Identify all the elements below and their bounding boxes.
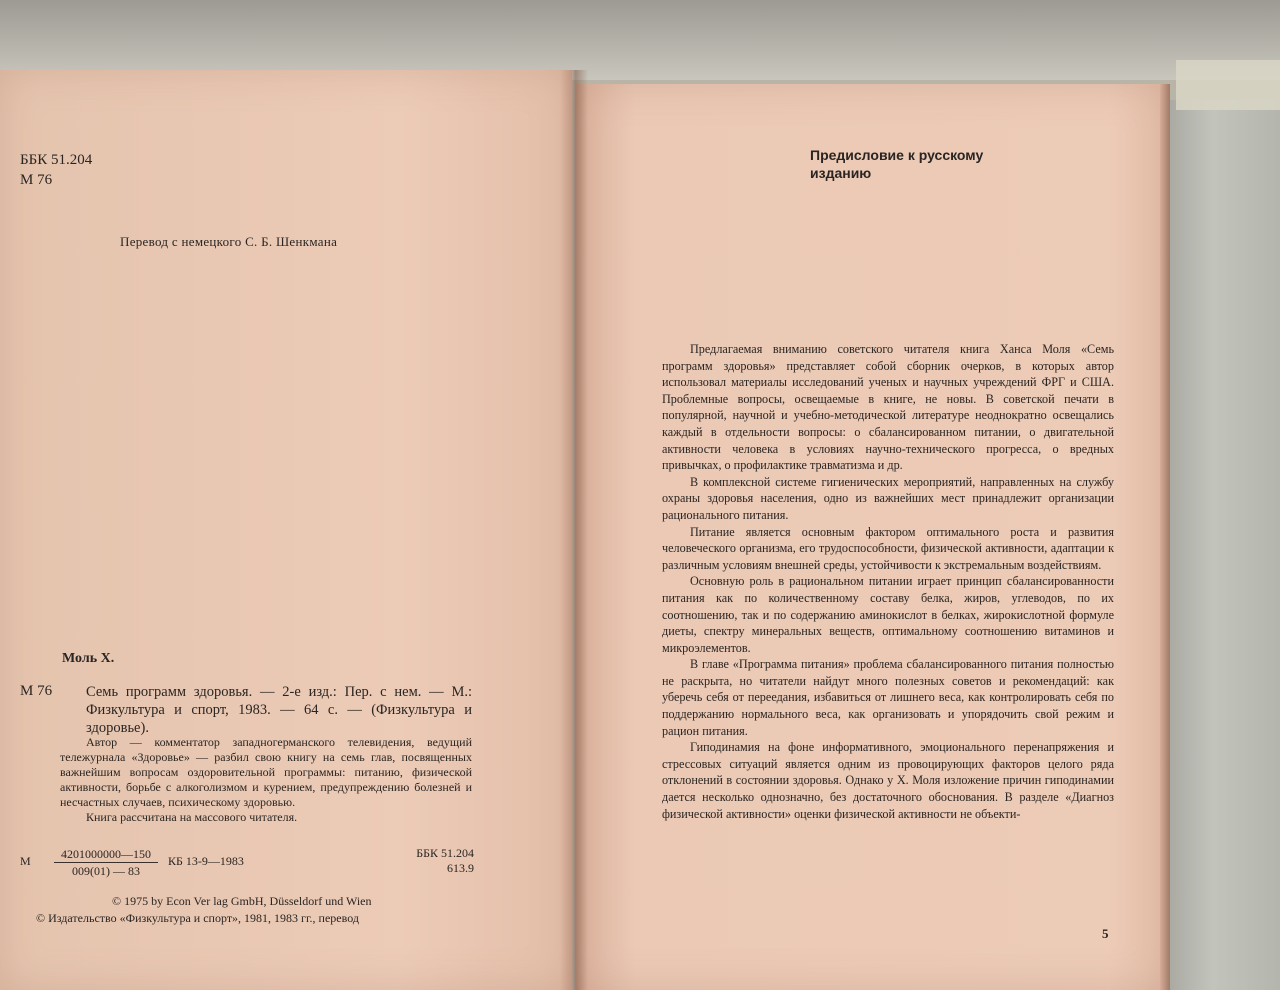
paragraph: Основную роль в рациональном питании играет принцип сбалансированности питания как по количественному составу белка, жиров, углеводов, по их соотношению, так и по содержанию аминокислот в белках, жирокислотной формуле диеты, спектру минеральных веществ, оптимальному соотношению витаминов и микроэлементов.: [662, 574, 1114, 655]
imprint-block: [20, 846, 476, 886]
bibliographic-description: Семь программ здоровья. — 2-е изд.: Пер. с нем. — М.: Физкультура и спорт, 1983. — 64 с. — (Физкультура и здоровье).: [86, 684, 472, 736]
imprint-numerator: 4201000000—150: [54, 846, 158, 863]
paragraph: Предлагаемая вниманию советского читателя книга Ханса Моля «Семь программ здоровья» представляет собой сборник очерков, в которых автор использовал материалы исследований ученых и научных учреждений ФРГ и США. Проблемные вопросы, освещаемые в книге, не новы. В советской печати в популярной, научной и учебно-методической литературе неоднократно освещались каждый в отдельности вопросы: о сбалансированном питании, о двигательной активности человека в условиях научно-технического прогресса, о вредных привычках, о профилактике травматизма и др.: [662, 342, 1114, 473]
paragraph: В комплексной системе гигиенических мероприятий, направленных на службу охраны здоровья населения, одно из важнейших мест принадлежит организации рационального питания.: [662, 474, 1114, 522]
annotation: [60, 735, 472, 825]
imprint-fraction: [54, 846, 158, 879]
scan-background-right: [1168, 100, 1280, 990]
paragraph: Питание является основным фактором оптимального роста и развития человеческого организма, его трудоспособности, физической активности, адаптации к различным условиям внешней среды, устойчивости к экстремальным воздействиям.: [662, 524, 1114, 572]
copyright-block: [36, 893, 480, 927]
bbk-code: ББК 51.204: [20, 152, 93, 168]
book-gutter: [560, 70, 588, 990]
imprint-bbk-code: ББК 51.204: [416, 846, 474, 860]
preface-title-line: изданию: [810, 165, 872, 181]
call-number-catalog: М 76: [20, 683, 53, 699]
imprint-kb: КБ 13-9—1983: [168, 854, 244, 868]
scan-background-top: [0, 0, 1280, 80]
paper-strip: [1176, 60, 1280, 110]
copyright-original: © 1975 by Econ Ver lag GmbH, Düsseldorf und Wien: [112, 894, 372, 908]
page-edge: [1160, 84, 1170, 990]
author-heading: Моль Х.: [62, 651, 115, 666]
annotation-paragraph: Книга рассчитана на массового читателя.: [86, 810, 298, 824]
bbk-block: [20, 150, 92, 190]
preface-title: [810, 146, 983, 182]
preface-body: [662, 341, 1114, 822]
paragraph: Гиподинамия на фоне информативного, эмоционального перенапряжения и стрессовых ситуаций является одним из провоцирующих факторов целого ряда отклонений в состоянии здоровья. Однако у Х. Моля изложение причин гиподинамии дается несколько однозначно, без достаточного обоснования. В разделе «Диагноз физической активности» оценки физической активности не объекти-: [662, 740, 1114, 821]
paragraph: В главе «Программа питания» проблема сбалансированного питания полностью не раскрыта, но читатели найдут много полезных советов и рекомендаций: как уберечь себя от переедания, избавиться от лишнего веса, как контролировать себя по поддержанию нормального веса, как организовать и упорядочить свой режим и рацион питания.: [662, 657, 1114, 738]
page-number: 5: [1102, 926, 1109, 941]
translator-credit: Перевод с немецкого С. Б. Шенкмана: [120, 234, 338, 249]
annotation-paragraph: Автор — комментатор западногерманского телевидения, ведущий тележурнала «Здоровье» — разбил свою книгу на семь глав, посвященных важнейшим вопросам оздоровительной программы: питанию, физической активности, борьбе с алкоголизмом и курением, предупреждению болезней и несчастных случаев, психическому здоровью.: [60, 735, 472, 809]
preface-title-line: Предисловие к русскому: [810, 147, 984, 163]
call-number: М 76: [20, 172, 53, 188]
copyright-translation: © Издательство «Физкультура и спорт», 1981, 1983 гг., перевод: [36, 911, 359, 925]
imprint-bbk-sub: 613.9: [447, 861, 474, 875]
imprint-denominator: 009(01) — 83: [72, 864, 140, 878]
imprint-letter: М: [20, 854, 31, 868]
imprint-bbk: [416, 846, 474, 876]
